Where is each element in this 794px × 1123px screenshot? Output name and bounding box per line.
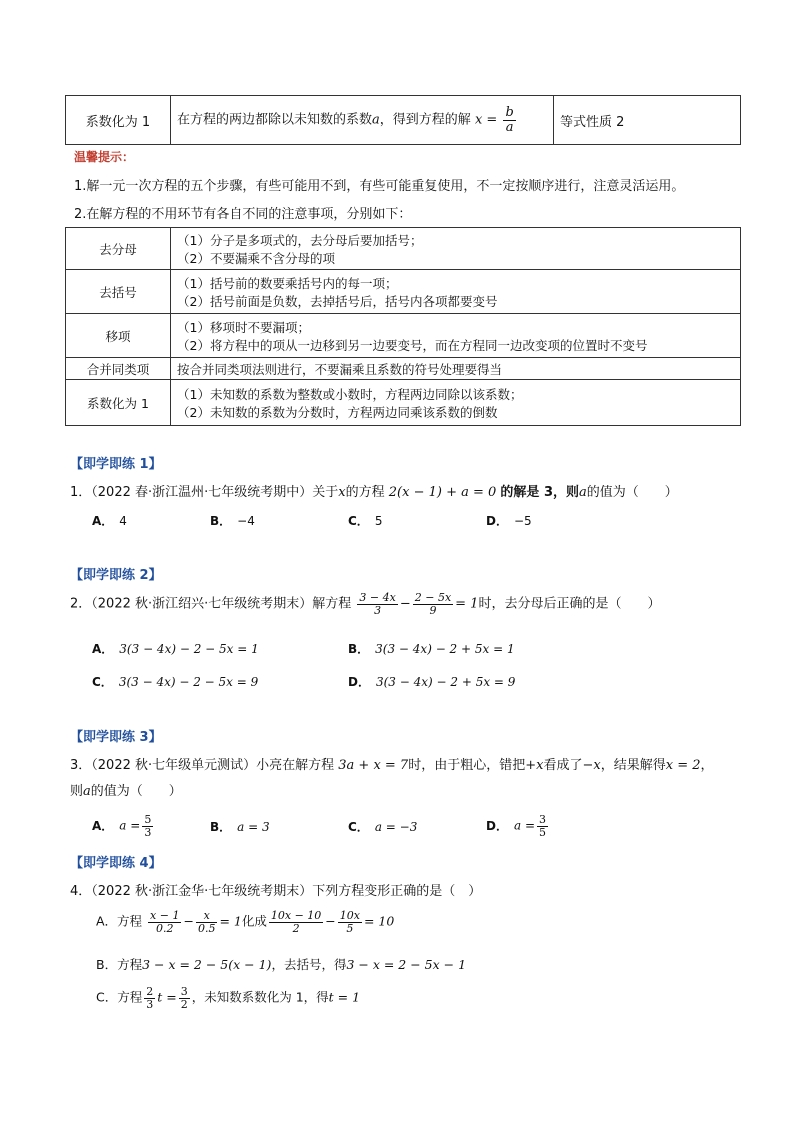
notes-step: 移项 xyxy=(66,314,171,358)
option-label: B．方程 xyxy=(96,957,143,972)
frac-den: 5 xyxy=(346,921,354,935)
frac-num: 3 xyxy=(180,985,188,998)
option-value: −5 xyxy=(513,514,532,528)
ex1-var-x: x xyxy=(338,485,346,500)
frac-num: 3 − 4x xyxy=(359,591,396,604)
ex3-plus-x: +x xyxy=(525,758,544,773)
frac-num: 5 xyxy=(144,813,152,826)
note-line: （2）括号前面是负数，去掉括号后，括号内各项都要变号 xyxy=(177,293,498,309)
notes-content xyxy=(171,270,741,314)
notes-content xyxy=(171,314,741,358)
ex4a-eq2: = 10 xyxy=(363,913,395,929)
ex4a-minus-2: − xyxy=(325,913,336,929)
ex3-equation: 3a + x = 7 xyxy=(338,758,409,773)
ex3-prefix: 3．（2022 秋·七年级单元测试）小亮在解方程 xyxy=(70,758,335,773)
option-label: C． xyxy=(348,514,369,528)
ex3-solution: x = 2 xyxy=(665,758,701,773)
option-label: D． xyxy=(486,514,508,528)
option-fraction xyxy=(142,814,153,838)
note-line: （1）移项时不要漏项； xyxy=(177,319,310,335)
ex4c-var: t = xyxy=(157,989,177,1005)
ex4c-fraction-2 xyxy=(179,986,190,1010)
ex3-var-a: a xyxy=(83,784,91,799)
frac-num: 2 − 5x xyxy=(414,591,452,604)
option-label: A． xyxy=(92,514,114,528)
top-table-step xyxy=(66,96,171,145)
frac-num: 10x xyxy=(339,909,360,922)
frac-den: 3 xyxy=(146,997,154,1011)
top-table xyxy=(65,95,741,145)
notes-content xyxy=(171,228,741,270)
ex4a-fraction-3 xyxy=(269,910,323,934)
desc-text-2: ，得到方程的解 xyxy=(379,112,471,128)
frac-num: x − 1 xyxy=(150,909,180,922)
option-value: 3(3 − 4x) − 2 + 5x = 9 xyxy=(375,675,516,689)
ex4b-result: 3 − x = 2 − 5x − 1 xyxy=(346,957,467,972)
option-label: A． xyxy=(92,642,114,656)
ex2-minus: − xyxy=(399,596,411,612)
ex2-fraction-2 xyxy=(413,592,453,616)
ex1-question xyxy=(70,481,678,500)
notes-row xyxy=(66,358,741,380)
ex3-option-c[interactable] xyxy=(348,818,417,835)
option-label: B． xyxy=(210,514,232,528)
ex3-minus-x: −x xyxy=(582,758,601,773)
ex2-fraction-1 xyxy=(357,592,397,616)
ex2-prefix: 2．（2022 秋·浙江绍兴·七年级统考期末）解方程 xyxy=(70,596,352,612)
desc-text: 在方程的两边都除以未知数的系数 xyxy=(177,112,373,128)
note-line: （1）括号前的数要乘括号内的每一项； xyxy=(177,275,398,291)
frac-den: 0.2 xyxy=(156,921,174,935)
ex4a-eq1: = 1 xyxy=(219,913,242,929)
ex3-line2-end: 的值为（ ） xyxy=(90,784,182,799)
option-lhs: a = xyxy=(119,818,141,833)
note-line: （1）分子是多项式的，去分母后要加括号； xyxy=(177,232,423,248)
var-a: a xyxy=(372,112,380,128)
option-value: a = −3 xyxy=(374,820,418,834)
ex4-question: 4．（2022 秋·浙江金华·七年级统考期末）下列方程变形正确的是（ ） xyxy=(70,884,482,899)
notes-step: 去括号 xyxy=(66,270,171,314)
note-line: （2）未知数的系数为分数时，方程两边同乘该系数的倒数 xyxy=(177,404,498,420)
notes-table xyxy=(65,227,741,426)
option-label: B． xyxy=(210,820,232,834)
ex1-prefix: 1．（2022 春·浙江温州·七年级统考期中）关于 xyxy=(70,485,339,500)
option-value: 3(3 − 4x) − 2 − 5x = 9 xyxy=(118,675,259,689)
option-label: D． xyxy=(348,675,370,689)
frac-den: a xyxy=(505,119,514,135)
ex1-suffix: 的解是 3，则 xyxy=(500,485,579,500)
ex4-option-b[interactable] xyxy=(96,955,466,973)
ex4b-mid: ，去括号，得 xyxy=(271,957,347,972)
frac-num: 10x − 10 xyxy=(270,909,322,922)
ex4c-mid: ，未知数系数化为 1，得 xyxy=(191,989,329,1005)
ex2-option-a[interactable] xyxy=(92,640,259,657)
option-value: 5 xyxy=(374,514,383,528)
ex4a-mid: 化成 xyxy=(241,913,267,929)
ex1-option-c[interactable] xyxy=(348,512,382,529)
frac-den: 0.5 xyxy=(197,921,216,935)
frac-num: 3 xyxy=(539,813,546,826)
notes-step: 去分母 xyxy=(66,228,171,270)
ex2-header: 【即学即练 2】 xyxy=(70,568,162,583)
ex4a-fraction-4 xyxy=(338,910,362,934)
option-fraction xyxy=(537,814,548,838)
option-label: C． xyxy=(92,675,113,689)
fraction-b-over-a xyxy=(503,106,515,134)
ex2-rhs: = 1 xyxy=(455,596,479,612)
ex3-question-line-2 xyxy=(70,780,182,799)
note-line: （2）将方程中的项从一边移到另一边要变号，而在方程同一边改变项的位置时不变号 xyxy=(177,337,648,353)
ex3-mid2: 看成了 xyxy=(543,758,583,773)
frac-num: x xyxy=(196,910,218,923)
option-label: A．方程 xyxy=(96,913,143,929)
step-text: 系数化为 1 xyxy=(85,114,151,130)
frac-den: 9 xyxy=(429,603,437,617)
ex3-header: 【即学即练 3】 xyxy=(70,730,162,745)
ex3-option-d[interactable] xyxy=(486,814,550,838)
notes-step: 合并同类项 xyxy=(66,358,171,380)
option-value: a = 3 xyxy=(237,820,270,834)
ex4-option-c[interactable] xyxy=(96,986,360,1010)
ex4-option-a[interactable] xyxy=(96,910,394,934)
tips-title: 温馨提示： xyxy=(74,150,135,164)
ex4c-result: t = 1 xyxy=(328,989,361,1005)
option-label: D． xyxy=(486,818,508,833)
option-label: C． xyxy=(348,820,369,834)
notes-row xyxy=(66,228,741,270)
ex3-option-b[interactable] xyxy=(210,818,270,835)
option-lhs: a = xyxy=(513,818,535,833)
notes-row xyxy=(66,314,741,358)
ex1-option-d[interactable] xyxy=(486,512,532,529)
note-line: （1）未知数的系数为整数或小数时，方程两边同除以该系数； xyxy=(177,386,523,402)
tips-line-1: 1.解一元一次方程的五个步骤，有些可能用不到，有些可能重复使用，不一定按顺序进行，注意灵活运用。 xyxy=(74,179,685,194)
ex1-mid: 的方程 xyxy=(345,485,385,500)
frac-num: 2 xyxy=(146,985,154,998)
ex4b-equation: 3 − x = 2 − 5(x − 1) xyxy=(142,957,272,972)
note-line: 按合并同类项法则进行，不要漏乘且系数的符号处理要得当 xyxy=(177,361,503,377)
ex3-mid1: 时，由于粗心，错把 xyxy=(408,758,526,773)
option-label: C．方程 xyxy=(96,989,143,1005)
ex2-option-c[interactable] xyxy=(92,673,258,690)
tips-line-2: 2.在解方程的不用环节有各自不同的注意事项，分别如下： xyxy=(74,207,412,222)
option-label: B． xyxy=(348,642,370,656)
option-value: 3(3 − 4x) − 2 − 5x = 1 xyxy=(119,642,259,656)
ex2-question xyxy=(70,592,660,616)
ex3-line2-prefix: 则 xyxy=(70,784,84,799)
ex1-end: 的值为（ ） xyxy=(586,485,678,500)
ex4a-minus: − xyxy=(183,913,194,929)
ex3-end: ， xyxy=(700,758,714,773)
ex4a-fraction-1 xyxy=(148,910,181,934)
notes-content xyxy=(171,358,741,380)
notes-row xyxy=(66,380,741,426)
ex2-suffix: 时，去分母后正确的是（ ） xyxy=(478,596,661,612)
note-line: （2）不要漏乘不含分母的项 xyxy=(177,250,335,266)
ex1-var-a: a xyxy=(579,485,587,500)
notes-step: 系数化为 1 xyxy=(66,380,171,426)
ex2-option-b[interactable] xyxy=(348,640,515,657)
frac-den: 3 xyxy=(374,603,382,617)
ex3-question xyxy=(70,754,714,773)
basis-text: 等式性质 2 xyxy=(560,114,625,130)
option-value: 3(3 − 4x) − 2 + 5x = 1 xyxy=(375,642,515,656)
option-value: −4 xyxy=(237,514,255,528)
option-label: A． xyxy=(92,818,114,833)
ex1-option-a[interactable] xyxy=(92,512,127,529)
ex3-option-a[interactable] xyxy=(92,814,155,838)
frac-den: 2 xyxy=(180,997,188,1011)
solution-lhs: x = xyxy=(474,112,498,128)
ex3-mid3: ，结果解得 xyxy=(600,758,666,773)
ex4a-fraction-2 xyxy=(196,910,218,934)
frac-den: 5 xyxy=(539,825,546,839)
ex1-header: 【即学即练 1】 xyxy=(70,457,162,472)
frac-den: 2 xyxy=(292,921,300,935)
top-table-desc xyxy=(171,96,554,145)
ex1-option-b[interactable] xyxy=(210,512,255,529)
ex4-header: 【即学即练 4】 xyxy=(70,856,162,871)
ex2-option-d[interactable] xyxy=(348,673,515,690)
ex1-equation: 2(x − 1) + a = 0 xyxy=(388,485,497,500)
option-value: 4 xyxy=(119,514,127,528)
notes-row xyxy=(66,270,741,314)
ex4c-fraction-1 xyxy=(144,986,155,1010)
notes-content xyxy=(171,380,741,426)
frac-num: b xyxy=(505,104,514,120)
frac-den: 3 xyxy=(144,825,152,839)
top-table-basis xyxy=(554,96,741,145)
